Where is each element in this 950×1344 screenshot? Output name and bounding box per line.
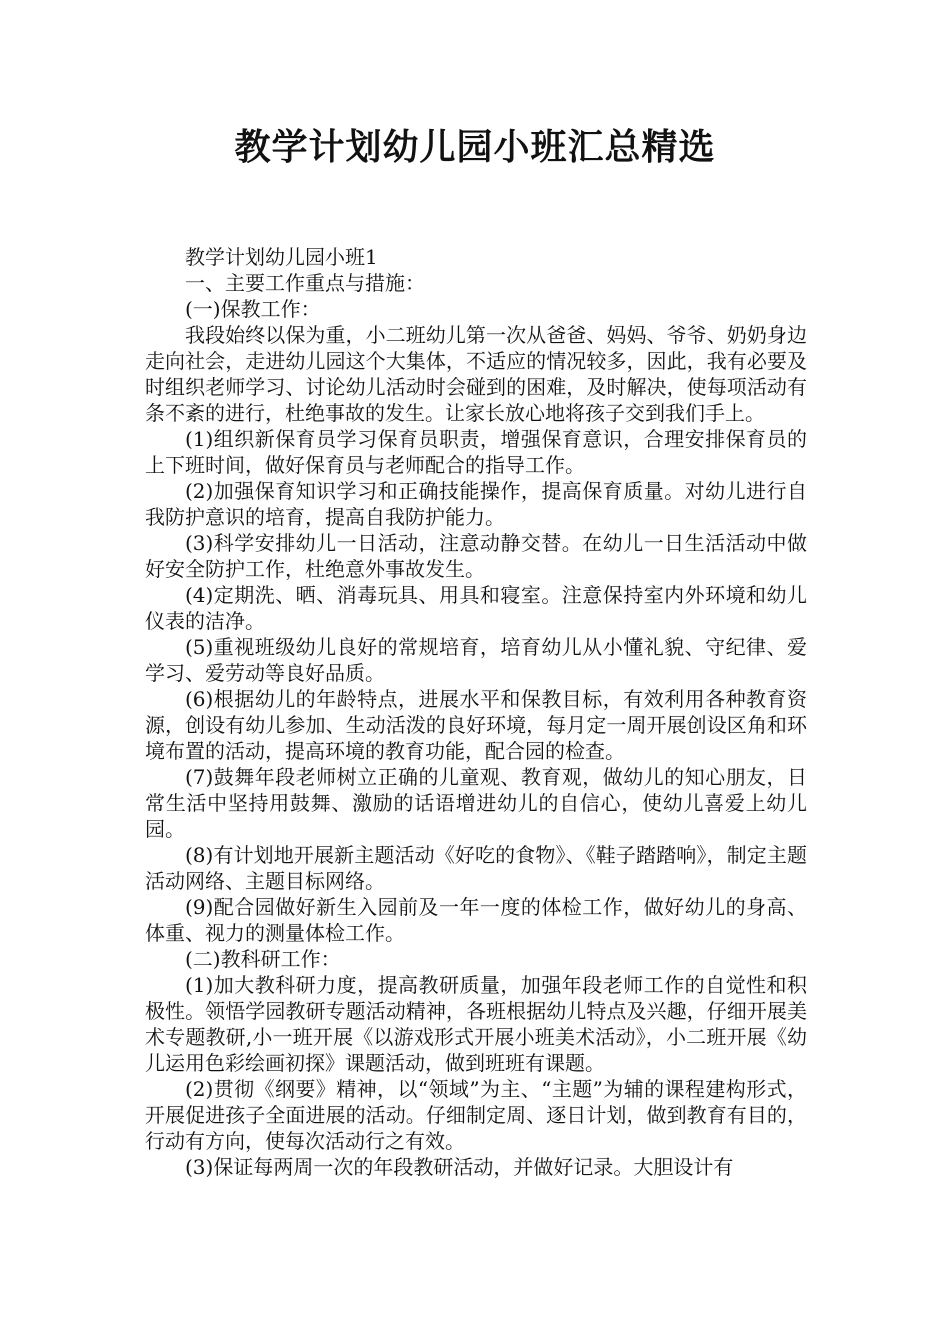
paragraph: (7)鼓舞年段老师树立正确的儿童观、教育观，做幼儿的知心朋友，日常生活中坚持用鼓舞、激励的话语增进幼儿的自信心，使幼儿喜爱上幼儿园。 — [145, 765, 807, 841]
paragraph-subheading-care: (一)保教工作： — [185, 297, 321, 321]
paragraph-subheading-research: (二)教科研工作： — [185, 947, 341, 971]
paragraph: (9)配合园做好新生入园前及一年一度的体检工作，做好幼儿的身高、体重、视力的测量体检工作。 — [145, 895, 807, 945]
paragraph-section-heading: 教学计划幼儿园小班1 — [185, 245, 378, 269]
page-title: 教学计划幼儿园小班汇总精选 — [234, 127, 716, 168]
paragraph-main-heading: 一、主要工作重点与措施： — [185, 271, 425, 295]
paragraph: (8)有计划地开展新主题活动《好吃的食物》、《鞋子踏踏响》，制定主题活动网络、主题目标网络。 — [145, 843, 807, 893]
paragraph: (2)贯彻《纲要》精神，以“领域”为主、“主题”为辅的课程建构形式，开展促进孩子全面进展的活动。仔细制定周、逐日计划，做到教育有目的，行动有方向，使每次活动行之有效。 — [145, 1077, 807, 1153]
paragraph: (2)加强保育知识学习和正确技能操作，提高保育质量。对幼儿进行自我防护意识的培育，提高自我防护能力。 — [145, 479, 807, 529]
paragraph: (4)定期洗、晒、消毒玩具、用具和寝室。注意保持室内外环境和幼儿仪表的洁净。 — [145, 583, 807, 633]
paragraph: (6)根据幼儿的年龄特点，进展水平和保教目标，有效利用各种教育资源，创设有幼儿参加、生动活泼的良好环境，每月定一周开展创设区角和环境布置的活动，提高环境的教育功能，配合园的检查。 — [145, 687, 807, 763]
paragraph: (3)科学安排幼儿一日活动，注意动静交替。在幼儿一日生活活动中做好安全防护工作，杜绝意外事故发生。 — [145, 531, 807, 581]
paragraph: (3)保证每两周一次的年段教研活动，并做好记录。大胆设计有 — [185, 1155, 734, 1179]
paragraph: (1)加大教科研力度，提高教研质量，加强年段老师工作的自觉性和积极性。领悟学园教研专题活动精神，各班根据幼儿特点及兴趣，仔细开展美术专题教研,小一班开展《以游戏形式开展小班美术活动》，小二班开展《幼儿运用色彩绘画初探》课题活动，做到班班有课题。 — [145, 973, 807, 1075]
paragraph: (5)重视班级幼儿良好的常规培育，培育幼儿从小懂礼貌、守纪律、爱学习、爱劳动等良好品质。 — [145, 635, 807, 685]
paragraph: 我段始终以保为重，小二班幼儿第一次从爸爸、妈妈、爷爷、奶奶身边走向社会，走进幼儿园这个大集体，不适应的情况较多，因此，我有必要及时组织老师学习、讨论幼儿活动时会碰到的困难，及时解决，使每项活动有条不紊的进行，杜绝事故的发生。让家长放心地将孩子交到我们手上。 — [145, 323, 807, 425]
document-body — [145, 244, 807, 1180]
paragraph: (1)组织新保育员学习保育员职责，增强保育意识，合理安排保育员的上下班时间，做好保育员与老师配合的指导工作。 — [145, 427, 807, 477]
